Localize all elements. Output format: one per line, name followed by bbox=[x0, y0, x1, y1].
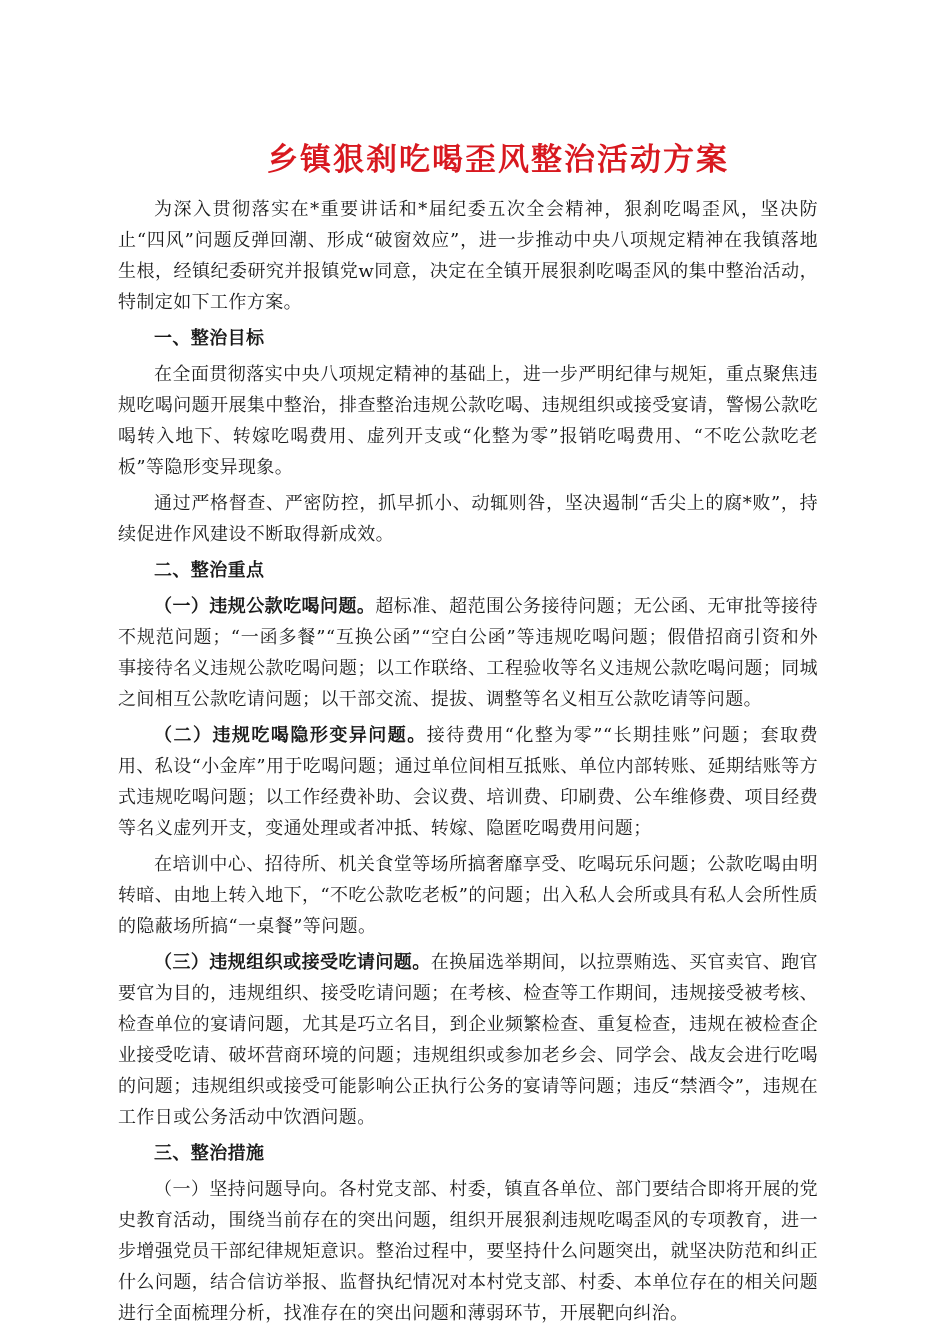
goals-paragraph-1: 在全面贯彻落实中央八项规定精神的基础上，进一步严明纪律与规矩，重点聚焦违规吃喝问题开展集中整治，排查整治违规公款吃喝、违规组织或接受宴请，警惕公款吃喝转入地下、转嫁吃喝费用、虚列开支或“化整为零”报销吃喝费用、“不吃公款吃老板”等隐形变异现象。 bbox=[118, 364, 818, 478]
focus-item-2-extra: 在培训中心、招待所、机关食堂等场所搞奢靡享受、吃喝玩乐问题；公款吃喝由明转暗、由地上转入地下，“不吃公款吃老板”的问题；出入私人会所或具有私人会所性质的隐蔽场所搞“一桌餐”等问题。 bbox=[118, 854, 819, 937]
focus-item-2-text: 接待费用“化整为零”“长期挂账”问题；套取费用、私设“小金库”用于吃喝问题；通过单位间相互抵账、单位内部转账、延期结账等方式违规吃喝问题；以工作经费补助、会议费、培训费、印刷费、公车维修费、项目经费等名义虚列开支，变通处理或者冲抵、转嫁、隐匿吃喝费用问题； bbox=[118, 725, 819, 839]
focus-item-1 bbox=[118, 591, 818, 715]
focus-item-2-lead: （二）违规吃喝隐形变异问题。 bbox=[154, 725, 427, 746]
document-title: 乡镇狠刹吃喝歪风整治活动方案 bbox=[267, 142, 729, 178]
focus-item-1-text: 超标准、超范围公务接待问题；无公函、无审批等接待不规范问题；“一函多餐”“互换公函”“空白公函”等违规吃喝问题；假借招商引资和外事接待名义违规公款吃喝问题；以工作联络、工程验收等名义违规公款吃喝问题；同城之间相互公款吃请问题；以干部交流、提拔、调整等名义相互公款吃请等问题。 bbox=[118, 596, 818, 710]
focus-item-2 bbox=[118, 720, 818, 844]
section-heading-goals: 一、整治目标 bbox=[154, 328, 265, 349]
focus-item-3 bbox=[118, 947, 818, 1133]
measures-paragraph-1: （一）坚持问题导向。各村党支部、村委，镇直各单位、部门要结合即将开展的党史教育活动，围绕当前存在的突出问题，组织开展狠刹违规吃喝歪风的专项教育，进一步增强党员干部纪律规矩意识。整治过程中，要坚持什么问题突出，就坚决防范和纠正什么问题，结合信访举报、监督执纪情况对本村党支部、村委、本单位存在的相关问题进行全面梳理分析，找准存在的突出问题和薄弱环节，开展靶向纠治。 bbox=[118, 1179, 818, 1324]
focus-item-3-text: 在换届选举期间，以拉票贿选、买官卖官、跑官要官为目的，违规组织、接受吃请问题；在考核、检查等工作期间，违规接受被考核、检查单位的宴请问题，尤其是巧立名目，到企业频繁检查、重复检查，违规在被检查企业接受吃请、破坏营商环境的问题；违规组织或参加老乡会、同学会、战友会进行吃喝的问题；违规组织或接受可能影响公正执行公务的宴请等问题；违反“禁酒令”，违规在工作日或公务活动中饮酒问题。 bbox=[118, 952, 819, 1128]
section-heading-measures: 三、整治措施 bbox=[154, 1143, 265, 1164]
intro-paragraph: 为深入贯彻落实在*重要讲话和*届纪委五次全会精神，狠刹吃喝歪风，坚决防止“四风”问题反弹回潮、形成“破窗效应”，进一步推动中央八项规定精神在我镇落地生根，经镇纪委研究并报镇党w同意，决定在全镇开展狠刹吃喝歪风的集中整治活动，特制定如下工作方案。 bbox=[118, 199, 818, 313]
section-heading-focus: 二、整治重点 bbox=[154, 560, 265, 581]
goals-paragraph-2: 通过严格督查、严密防控，抓早抓小、动辄则咎，坚决遏制“舌尖上的腐*败”，持续促进作风建设不断取得新成效。 bbox=[118, 493, 818, 545]
focus-item-3-lead: （三）违规组织或接受吃请问题。 bbox=[154, 952, 431, 973]
document-page bbox=[118, 128, 818, 1334]
focus-item-1-lead: （一）违规公款吃喝问题。 bbox=[154, 596, 376, 617]
